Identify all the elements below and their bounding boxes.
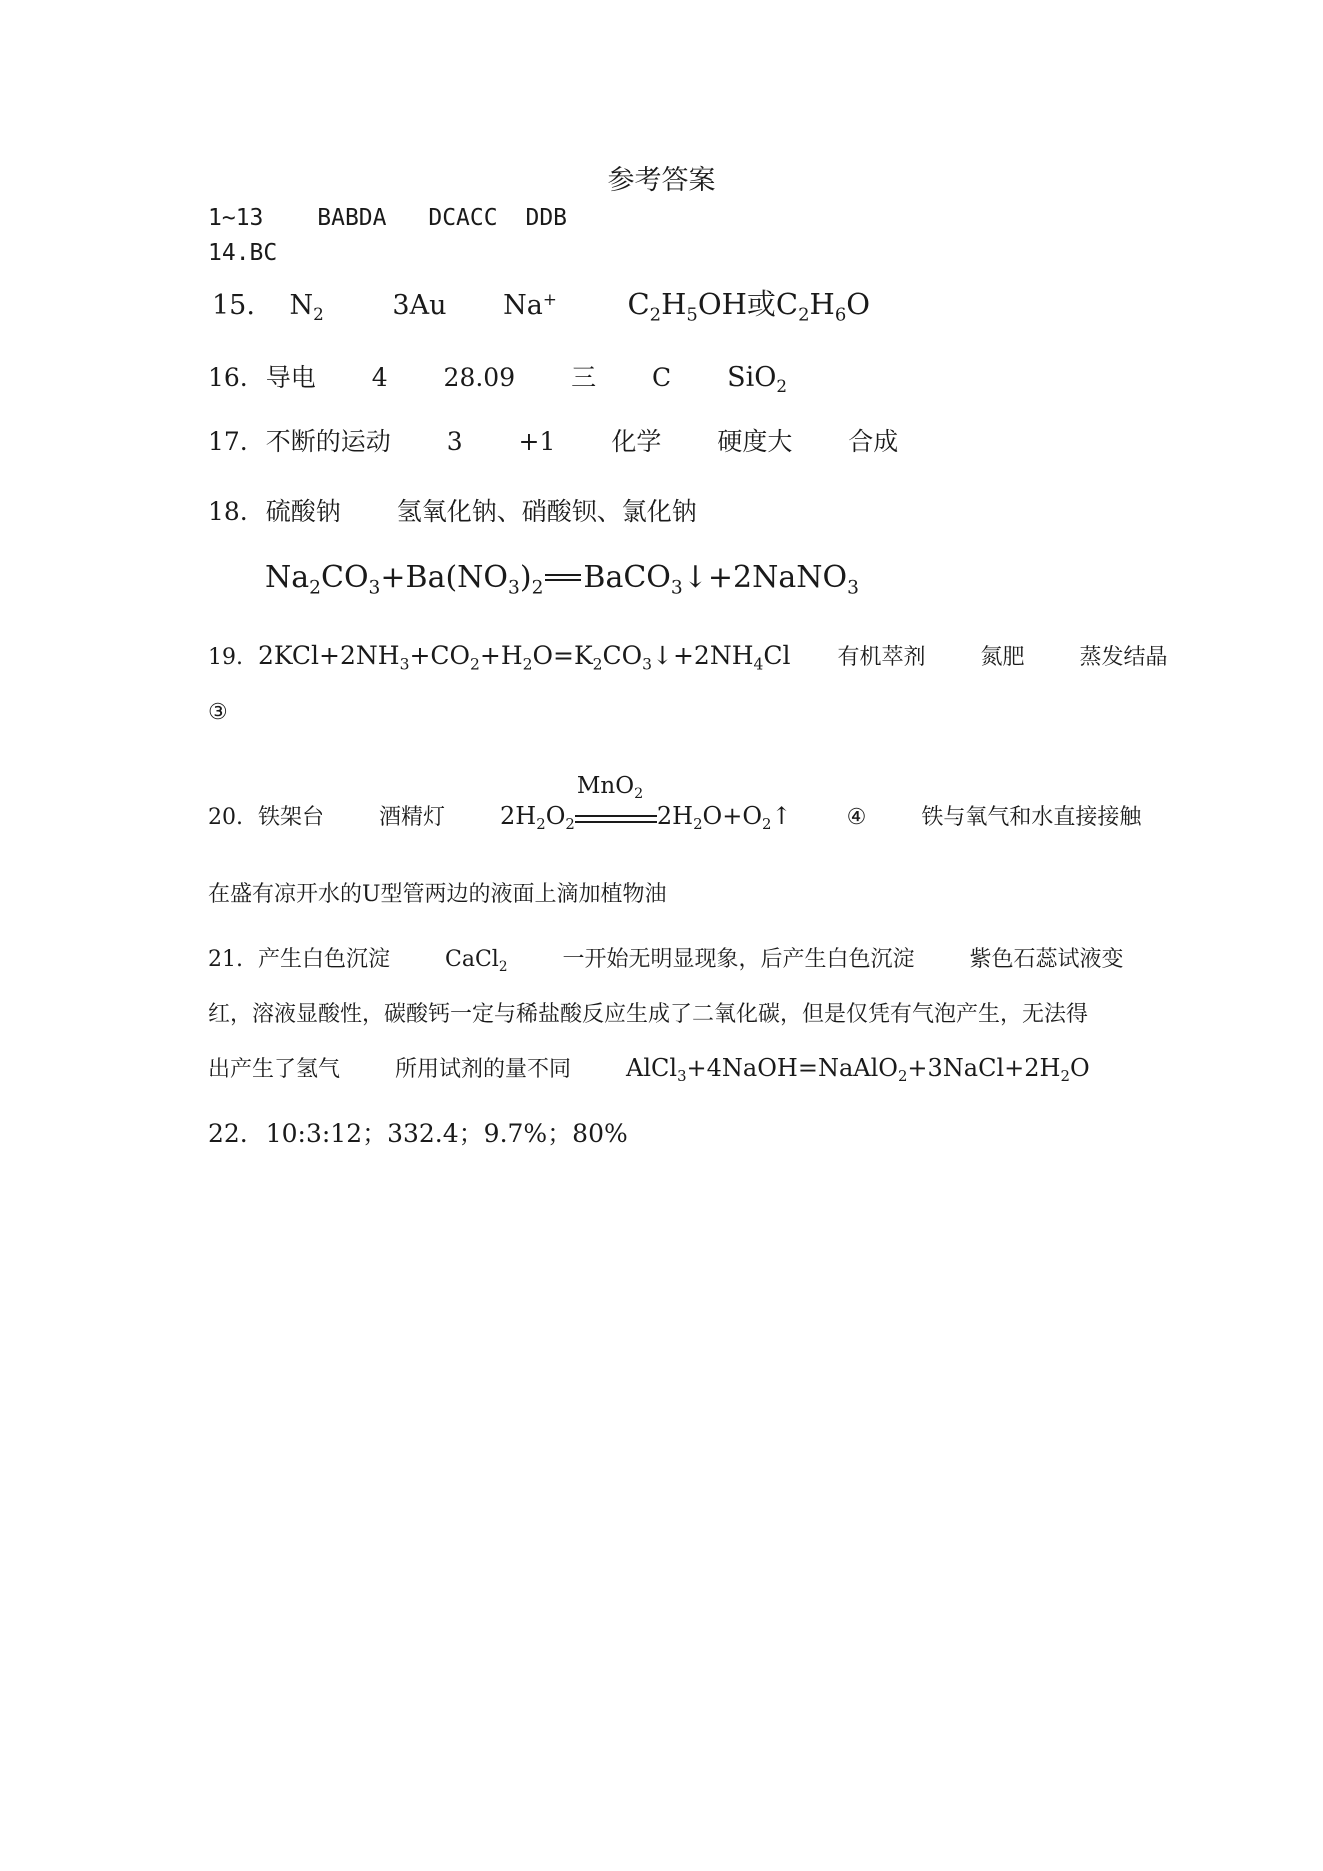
answer-formula: $C_2H_5OH$或$C_2H_6O$ — [627, 287, 871, 326]
answer-line-18 — [208, 492, 697, 528]
answer-line-20-extra: 在盛有凉开水的U型管两边的液面上滴加植物油 — [208, 882, 667, 907]
answer-item: 氮肥 — [980, 645, 1025, 670]
answer-item: 10:3:12；332.4；9.7%；80% — [265, 1119, 628, 1148]
answer-item: 导电 — [265, 363, 316, 392]
answer-line-15 — [212, 282, 871, 326]
question-number: 17. — [208, 427, 248, 456]
answer-item: ④ — [846, 805, 867, 830]
answer-item: 4 — [371, 363, 388, 392]
answer-item: C — [652, 363, 672, 392]
answer-item: 合成 — [848, 427, 899, 456]
question-number: 21. — [208, 947, 243, 972]
answer-item: 产生白色沉淀 — [258, 947, 391, 972]
answer-formula: $N_2$ — [289, 290, 324, 324]
answer-equation: $AlCl_3+4NaOH=NaAlO_2+3NaCl+2H_2O$ — [626, 1054, 1090, 1086]
answer-group: DDB — [525, 205, 568, 231]
answer-item: 紫色石蕊试液变 — [969, 947, 1124, 972]
answer-item: 所用试剂的量不同 — [395, 1057, 572, 1082]
answer-item: 铁架台 — [258, 805, 325, 830]
answer-item: 不断的运动 — [265, 427, 391, 456]
answer-item: 蒸发结晶 — [1079, 645, 1168, 670]
answer-item: 酒精灯 — [379, 805, 446, 830]
equals-sign — [543, 573, 583, 585]
answer-line-17 — [208, 422, 898, 458]
answer-group: DCACC — [428, 205, 498, 231]
answer-item: 一开始无明显现象，后产生白色沉淀 — [562, 947, 915, 972]
question-number: 20. — [208, 805, 243, 830]
answer-item: 化学 — [611, 427, 662, 456]
answer-formula: Na+ — [503, 288, 557, 321]
answer-item: 28.09 — [443, 363, 516, 392]
answer-line-16 — [208, 358, 787, 394]
question-number: 19. — [208, 645, 243, 670]
answer-item: 氢氧化钠、硝酸钡、氯化钠 — [396, 497, 697, 526]
question-number: 22. — [208, 1119, 248, 1148]
answer-group: BABDA — [317, 205, 387, 231]
answer-line-21-cont: 红，溶液显酸性，碳酸钙一定与稀盐酸反应生成了二氧化碳，但是仅凭有气泡产生，无法得 — [208, 1002, 1089, 1027]
question-number: 15. — [212, 290, 255, 321]
answer-equation: $2KCl+2NH_3+CO_2+H_2O=K_2CO_3↓+2NH_4Cl$ — [258, 641, 791, 674]
answer-formula: SiO$_2$ — [727, 362, 788, 396]
answer-item: 硬度大 — [717, 427, 793, 456]
answer-line-19 — [208, 640, 1168, 674]
answer-line-20 — [208, 772, 1142, 834]
answer-line-21 — [208, 942, 1124, 973]
answer-item: 有机萃剂 — [837, 645, 926, 670]
answer-item: 3 — [446, 427, 463, 456]
answer-item: 铁与氧气和水直接接触 — [921, 805, 1142, 830]
answer-equation-18: $Na_2CO_3+Ba(NO_3)_2$ BaCO$_3$↓+2NaNO$_3$ — [265, 560, 859, 599]
answer-line-19-extra: ③ — [208, 700, 228, 725]
answer-line-21-end — [208, 1052, 1090, 1086]
page-title: 参考答案 — [607, 165, 716, 196]
question-number: 16. — [208, 363, 248, 392]
answer-line-22 — [208, 1114, 628, 1150]
answer-formula: CaCl$_2$ — [445, 947, 508, 975]
answer-item: +1 — [518, 427, 556, 456]
answer-equation: $2H_2O_2$ MnO$_2$ $2H_2O+O_2↑$ — [500, 772, 792, 834]
catalyst-condition: MnO$_2$ — [575, 803, 657, 833]
answer-item: 出产生了氢气 — [208, 1057, 341, 1082]
question-number: 18. — [208, 497, 248, 526]
question-range-label: 1~13 — [208, 205, 264, 231]
answer-item: 硫酸钠 — [265, 497, 341, 526]
answer-line-1-13 — [208, 205, 567, 231]
answer-line-14: 14.BC — [208, 240, 278, 266]
answer-item: 3Au — [392, 290, 447, 321]
answer-item: 三 — [571, 363, 597, 392]
